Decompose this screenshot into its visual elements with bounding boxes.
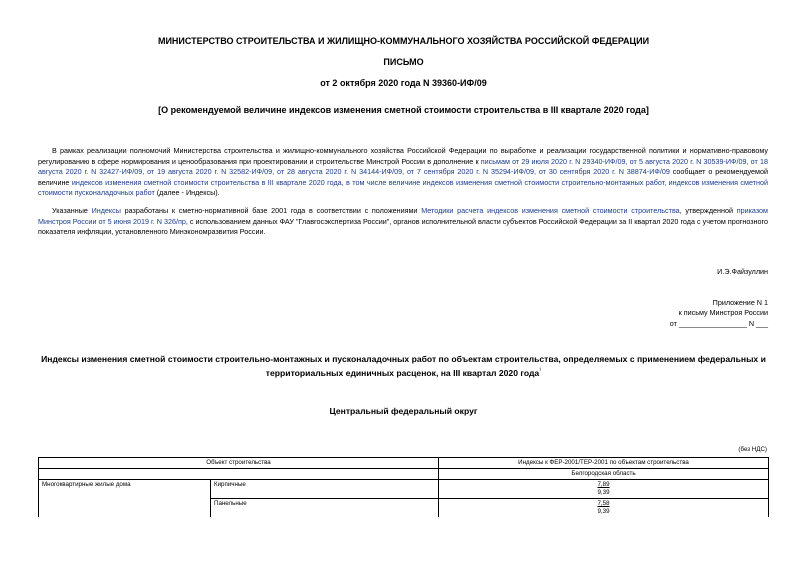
indexes-title-footnote-mark: ¹ xyxy=(539,368,542,374)
no-vat-note: (без НДС) xyxy=(738,446,767,453)
prior-letters-link[interactable]: письмам от 29 июля 2020 г. N 29340-ИФ/09, от 5 августа 2020 г. N 30539-ИФ/09, от 18 августа 2020 г. N 32427-ИФ/09, от 19 августа 2020 г. N 32582-ИФ/09, от 28 августа 2020 г. N 34144-ИФ/09, от 7 сентября 2020 г. N 35294-ИФ/09, от 30 сентября 2020 г. N 38874-ИФ/09 xyxy=(38,156,768,177)
paragraph-2-text-b: разработаны к сметно-нормативной базе 2001 года в соответствии с положениями xyxy=(120,206,422,215)
signature: И.Э.Файзуллин xyxy=(717,267,768,276)
order-link[interactable]: приказом Минстроя России от 5 июня 2019 г. N 326/пр xyxy=(38,206,768,226)
indexes-title-text: Индексы изменения сметной стоимости строительно-монтажных и пусконаладочных работ по объектам строительства, определяемых с применением федеральных и территориальных единичных расценок, на III квартал 2020 года xyxy=(41,354,766,378)
appendix-number: Приложение N 1 xyxy=(712,298,768,307)
paragraph-2-text-a: Указанные xyxy=(52,206,92,215)
paragraph-1-text-b: сообщает о рекомендуемой величине xyxy=(38,167,768,187)
paragraph-2 xyxy=(38,206,768,238)
header-object: Объект строительства xyxy=(39,458,439,469)
paragraph-1 xyxy=(38,146,768,199)
value-pnr: 9,39 xyxy=(597,489,610,496)
letter-date-number: от 2 октября 2020 года N 39360-ИФ/09 xyxy=(320,78,487,88)
value-smr: 7,58 xyxy=(597,500,610,507)
value-pnr: 9,39 xyxy=(597,508,610,515)
federal-district-heading: Центральный федеральный округ xyxy=(329,406,478,416)
paragraph-2-text-d: , с использованием данных ФАУ "Главгосэкспертиза России", органов исполнительной власти субъектов Российской Федерации за II квартал 2020 года с учетом прогнозного показателя инфляции, установленного Минэкономразвития России. xyxy=(38,216,768,237)
appendix-date-line: от _________________ N ___ xyxy=(669,318,768,328)
paragraph-2-text-c: , утвержденной xyxy=(679,206,737,215)
table-row xyxy=(39,480,769,499)
region-spacer xyxy=(39,469,439,480)
indexes-title xyxy=(40,353,767,379)
letter-subject: [О рекомендуемой величине индексов изменения сметной стоимости строительства в III квартале 2020 года] xyxy=(158,105,649,115)
indexes-table xyxy=(38,457,769,517)
letter-type: ПИСЬМО xyxy=(383,57,424,67)
row-type: Панельные xyxy=(211,499,439,518)
methodology-link[interactable]: Методики расчета индексов изменения сметной стоимости строительства xyxy=(421,206,680,215)
ministry-heading: МИНИСТЕРСТВО СТРОИТЕЛЬСТВА И ЖИЛИЩНО-КОММУНАЛЬНОГО ХОЗЯЙСТВА РОССИЙСКОЙ ФЕДЕРАЦИИ xyxy=(157,36,650,46)
table-header-row xyxy=(39,458,769,469)
paragraph-1-text-c: (далее - Индексы). xyxy=(154,188,220,198)
table-region-row xyxy=(39,469,769,480)
header-indexes: Индексы к ФЕР-2001/ТЕР-2001 по объектам строительства xyxy=(439,458,769,469)
row-type: Кирпичные xyxy=(211,480,439,499)
row-values xyxy=(439,480,769,499)
paragraph-1-text-a: В рамках реализации полномочий Министерства строительства и жилищно-коммунального хозяйства Российской Федерации по выработке и реализации государственной политики и нормативно-правовому регулированию в сфере нормирования и ценообразования при проектировании и строительстве Минстрой России в дополнение к xyxy=(38,146,768,166)
row-group-label: Многоквартирные жилые дома xyxy=(39,480,211,518)
indexes-link[interactable]: индексов изменения сметной стоимости строительства в III квартале 2020 года, в том числе величине индексов изменения сметной стоимости строительно-монтажных работ, индексов изменения сметной стоимости пусконаладочных работ xyxy=(38,177,768,198)
appendix-block xyxy=(670,298,768,329)
value-smr: 7,89 xyxy=(597,481,610,488)
row-values xyxy=(439,499,769,518)
appendix-reference: к письму Минстроя России xyxy=(678,308,768,318)
region-name: Белгородская область xyxy=(439,469,769,480)
indexes-term-link[interactable]: Индексы xyxy=(91,206,121,215)
